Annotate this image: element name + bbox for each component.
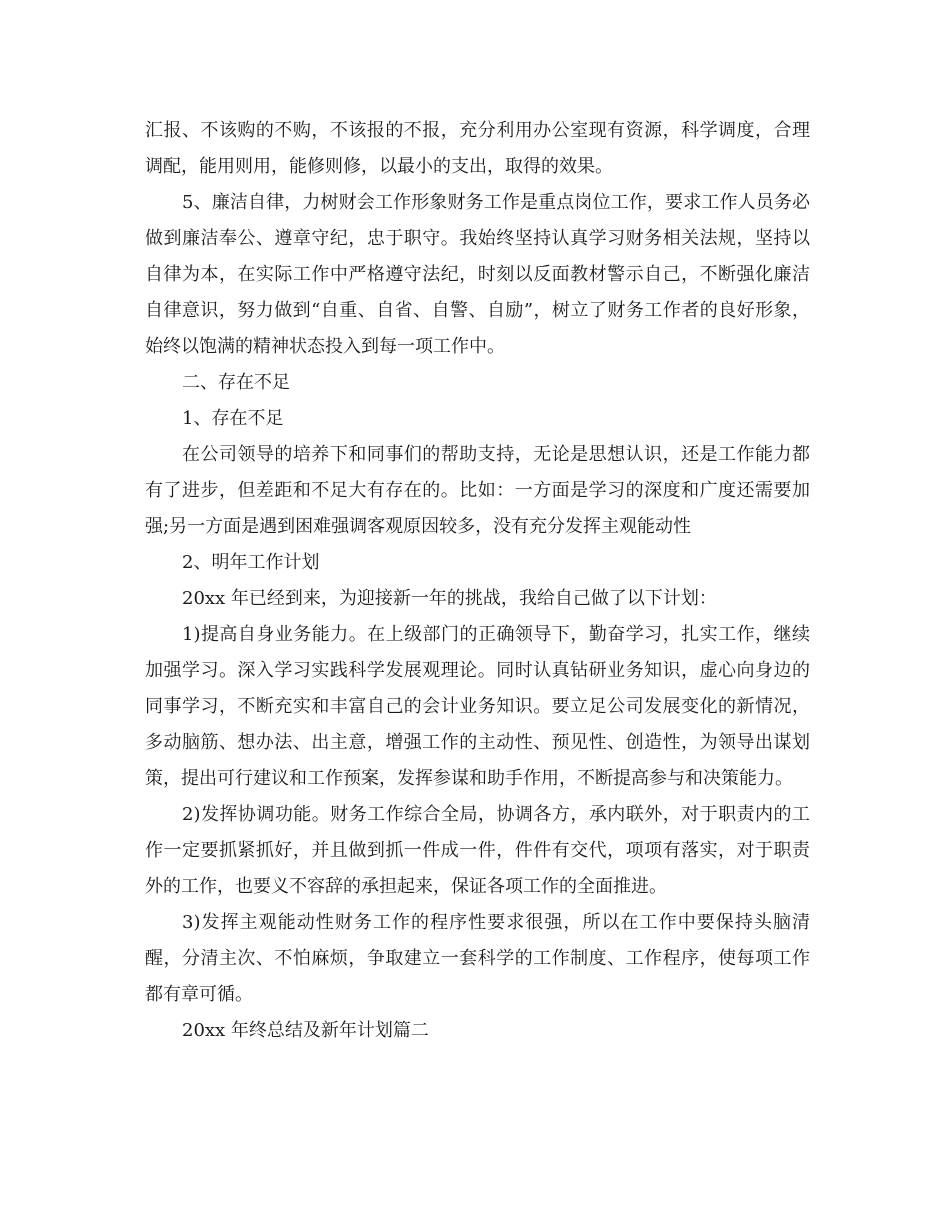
paragraph-plan-item-3: 3)发挥主观能动性财务工作的程序性要求很强，所以在工作中要保持头脑清醒，分清主次、不怕麻烦，争取建立一套科学的工作制度、工作程序，使每项工作都有章可循。 [145,912,810,1005]
section-heading-shortcomings: 二、存在不足 [182,372,290,393]
paragraph-integrity: 5、廉洁自律，力树财会工作形象财务工作是重点岗位工作，要求工作人员务必做到廉洁奉公、遵章守纪，忠于职守。我始终坚持认真学习财务相关法规，坚持以自律为本，在实际工作中严格遵守法纪，时刻以反面教材警示自己，不断强化廉洁自律意识，努力做到“自重、自省、自警、自励”，树立了财务工作者的良好形象，始终以饱满的精神状态投入到每一项工作中。 [145,192,810,357]
paragraph-plan-intro: 20xx 年已经到来，为迎接新一年的挑战，我给自己做了以下计划： [182,588,717,609]
paragraph-continued-report: 汇报、不该购的不购，不该报的不报，充分利用办公室现有资源，科学调度，合理调配，能用则用，能修则修，以最小的支出，取得的效果。 [145,120,810,177]
next-article-title: 20xx 年终总结及新年计划篇二 [182,1020,429,1041]
paragraph-plan-item-2: 2)发挥协调功能。财务工作综合全局，协调各方，承内联外，对于职责内的工作一定要抓紧抓好，并且做到抓一件成一件，件件有交代，项项有落实，对于职责外的工作，也要义不容辞的承担起来，保证各项工作的全面推进。 [145,804,810,897]
subheading-next-year-plan: 2、明年工作计划 [182,552,320,573]
paragraph-shortcomings-detail: 在公司领导的培养下和同事们的帮助支持，无论是思想认识，还是工作能力都有了进步，但差距和不足大有存在的。比如：一方面是学习的深度和广度还需要加强;另一方面是遇到困难强调客观原因较多，没有充分发挥主观能动性 [145,444,810,537]
paragraph-plan-item-1: 1)提高自身业务能力。在上级部门的正确领导下，勤奋学习，扎实工作，继续加强学习。深入学习实践科学发展观理论。同时认真钻研业务知识，虚心向身边的同事学习，不断充实和丰富自己的会计业务知识。要立足公司发展变化的新情况，多动脑筋、想办法、出主意，增强工作的主动性、预见性、创造性，为领导出谋划策，提出可行建议和工作预案，发挥参谋和助手作用，不断提高参与和决策能力。 [145,624,810,789]
subheading-shortcomings: 1、存在不足 [182,408,284,429]
document-body [145,113,810,1049]
